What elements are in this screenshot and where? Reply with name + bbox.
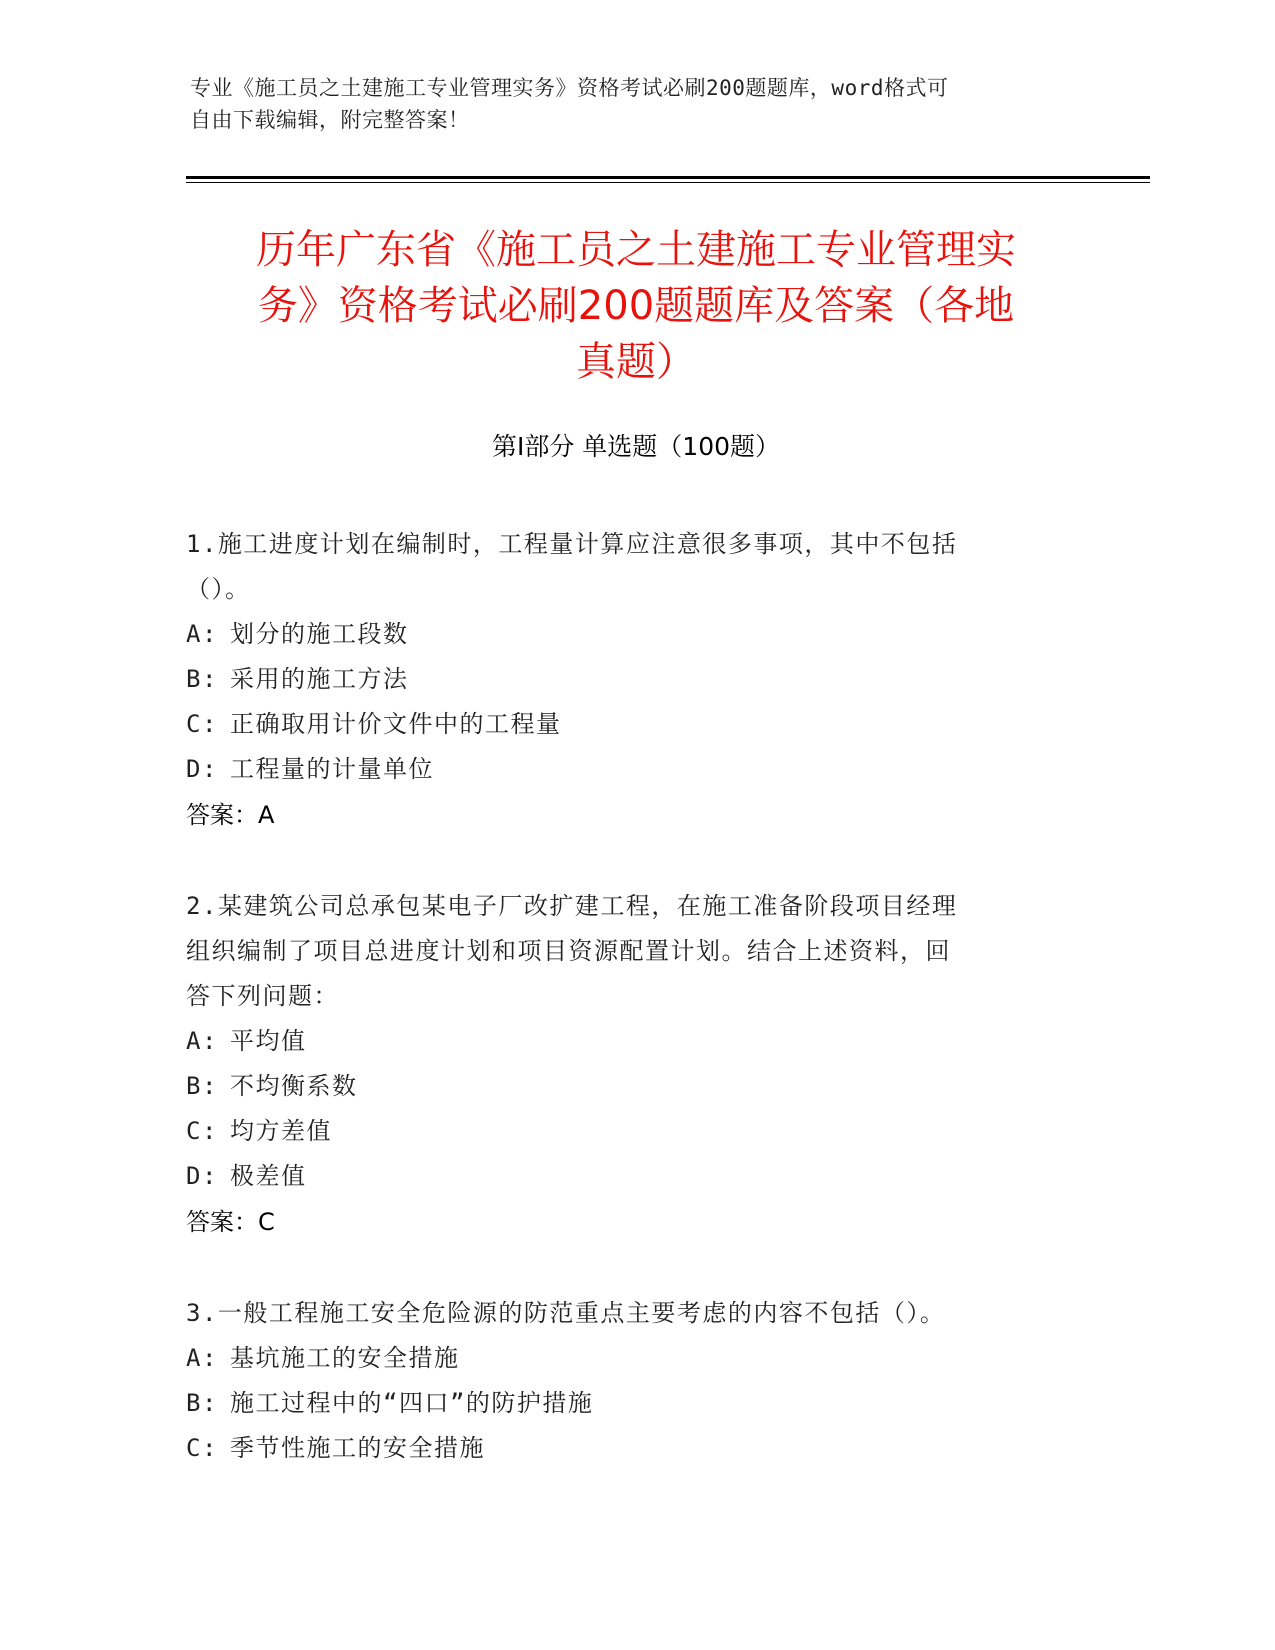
option-text: 采用的施工方法	[230, 665, 409, 693]
option-b	[186, 657, 1086, 702]
option-letter: C:	[186, 710, 218, 738]
option-letter: B:	[186, 1389, 218, 1417]
header-divider-thick	[186, 176, 1150, 179]
answer-line: 答案：C	[186, 1208, 275, 1236]
option-b	[186, 1064, 1086, 1109]
option-c	[186, 1426, 1086, 1471]
question-stem-line: 答下列问题：	[186, 982, 339, 1010]
option-text: 基坑施工的安全措施	[230, 1344, 460, 1372]
option-letter: C:	[186, 1117, 218, 1145]
option-letter: B:	[186, 1072, 218, 1100]
document-title	[186, 222, 1086, 390]
option-text: 正确取用计价文件中的工程量	[230, 710, 562, 738]
question-stem-line: 1.施工进度计划在编制时，工程量计算应注意很多事项，其中不包括	[186, 530, 958, 558]
question-stem	[186, 522, 1086, 612]
document-title-line-1: 历年广东省《施工员之土建施工专业管理实	[256, 227, 1016, 273]
question-stem-line: 3.一般工程施工安全危险源的防范重点主要考虑的内容不包括（）。	[186, 1299, 946, 1327]
question-1	[186, 522, 1086, 838]
header-note	[190, 72, 1080, 136]
question-list	[186, 522, 1086, 1517]
option-text: 施工过程中的“四口”的防护措施	[230, 1389, 594, 1417]
option-c	[186, 702, 1086, 747]
option-d	[186, 1154, 1086, 1199]
question-stem	[186, 884, 1086, 1019]
option-text: 划分的施工段数	[230, 620, 409, 648]
header-note-line-1: 专业《施工员之土建施工专业管理实务》资格考试必刷200题题库，word格式可	[190, 76, 949, 100]
option-letter: D:	[186, 755, 218, 783]
option-b	[186, 1381, 1086, 1426]
option-letter: A:	[186, 1344, 218, 1372]
option-text: 极差值	[230, 1162, 307, 1190]
question-stem-line: 2.某建筑公司总承包某电子厂改扩建工程，在施工准备阶段项目经理	[186, 892, 958, 920]
section-heading: 第Ⅰ部分 单选题（100题）	[491, 432, 781, 461]
option-letter: A:	[186, 1027, 218, 1055]
document-title-line-2: 务》资格考试必刷200题题库及答案（各地	[257, 283, 1015, 329]
question-3	[186, 1291, 1086, 1471]
header-divider-thin	[186, 182, 1150, 183]
document-title-line-3: 真题）	[576, 339, 696, 385]
header-note-line-2: 自由下载编辑，附完整答案！	[190, 108, 470, 132]
option-letter: C:	[186, 1434, 218, 1462]
option-text: 不均衡系数	[230, 1072, 358, 1100]
question-stem-line: （）。	[186, 575, 251, 603]
option-text: 均方差值	[230, 1117, 332, 1145]
option-letter: D:	[186, 1162, 218, 1190]
option-text: 工程量的计量单位	[230, 755, 434, 783]
question-stem	[186, 1291, 1086, 1336]
option-letter: A:	[186, 620, 218, 648]
option-c	[186, 1109, 1086, 1154]
option-d	[186, 747, 1086, 792]
question-stem-line: 组织编制了项目总进度计划和项目资源配置计划。结合上述资料，回	[186, 937, 951, 965]
option-a	[186, 1019, 1086, 1064]
question-2	[186, 884, 1086, 1245]
option-text: 季节性施工的安全措施	[230, 1434, 485, 1462]
option-a	[186, 612, 1086, 657]
option-a	[186, 1336, 1086, 1381]
answer-line: 答案：A	[186, 801, 275, 829]
option-letter: B:	[186, 665, 218, 693]
option-text: 平均值	[230, 1027, 307, 1055]
